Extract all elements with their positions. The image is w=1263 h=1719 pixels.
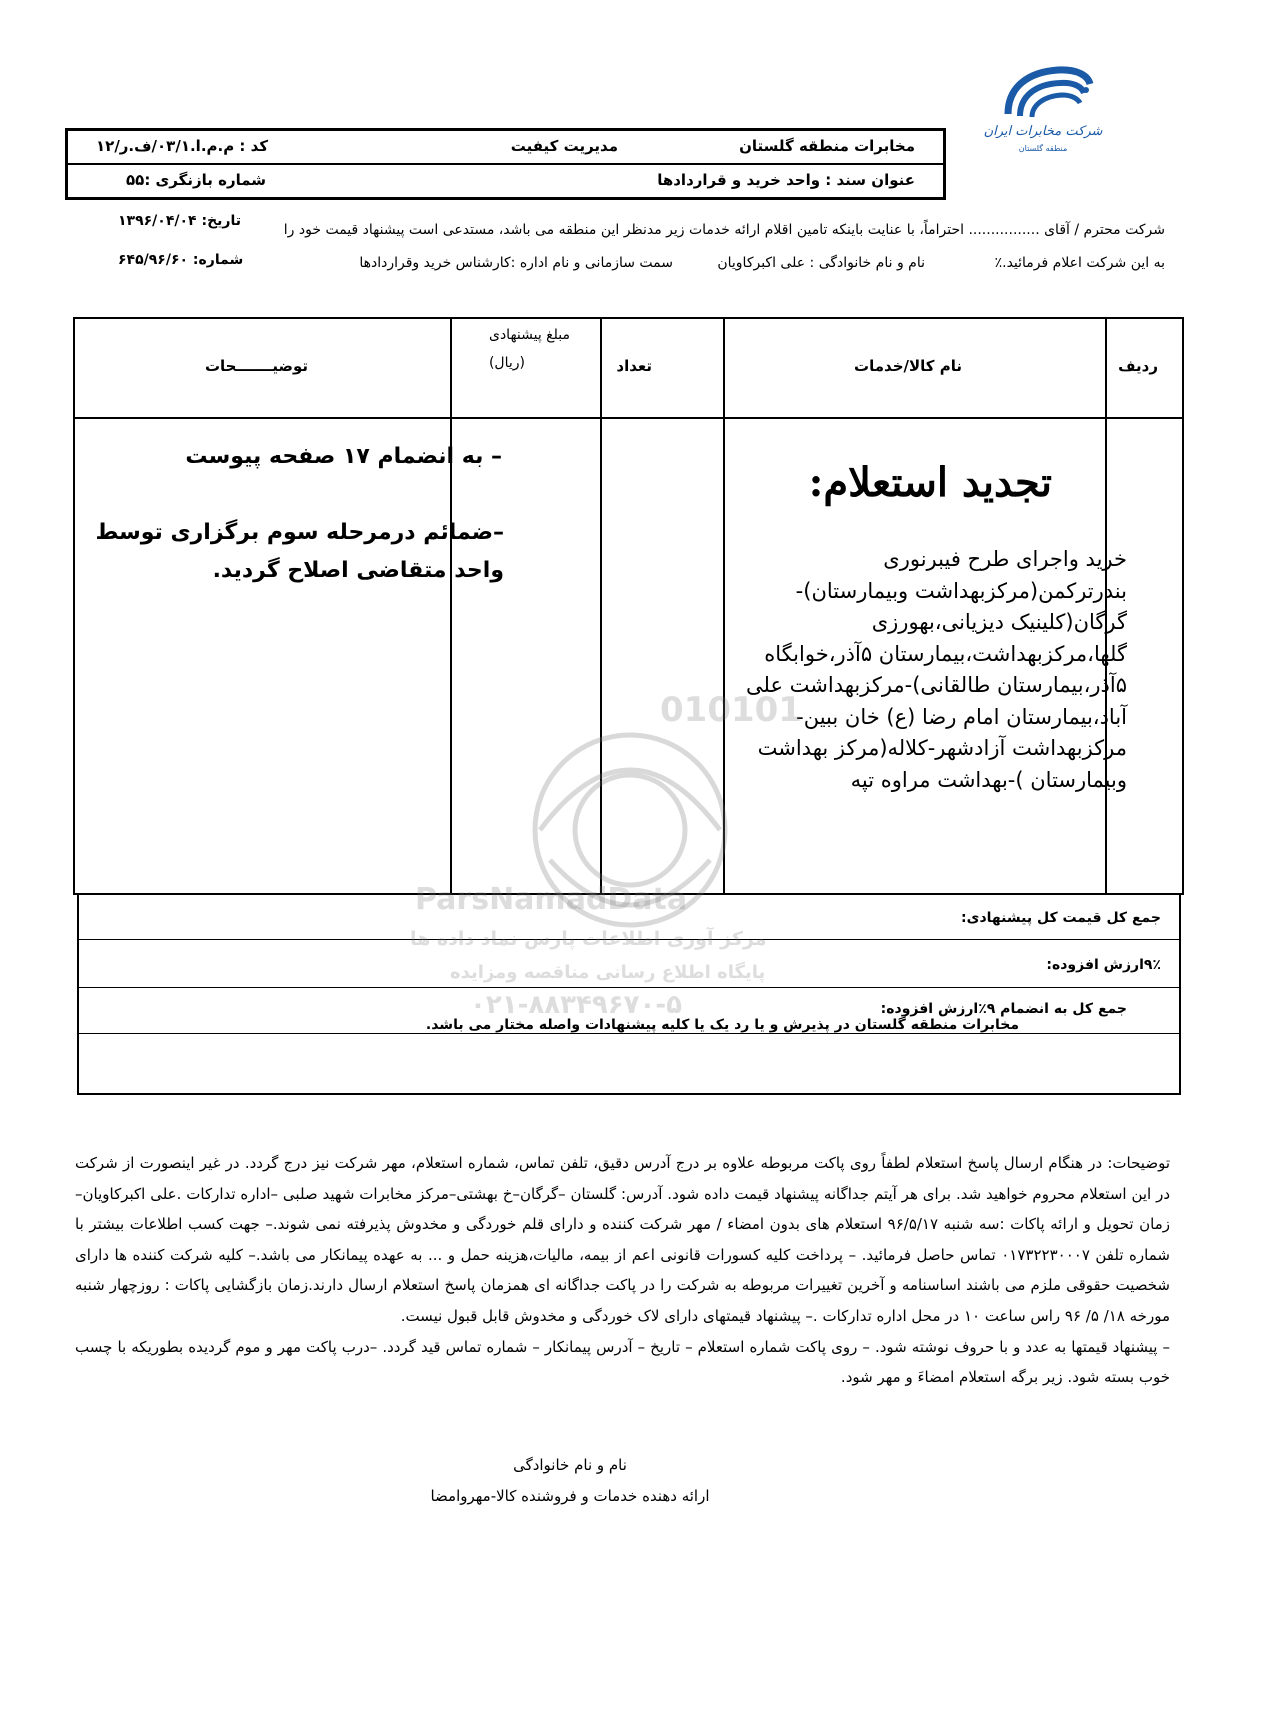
logo-emblem-icon xyxy=(968,62,1118,124)
instructions-paragraph: توضیحات: در هنگام ارسال پاسخ استعلام لطفاً روی پاکت مربوطه علاوه بر درج آدرس دقیق، تلفن تماس، شماره استعلام، مهر شرکت نیز درج گردد. در غیر اینصورت از شرکت در این استعلام محروم خواهید شد. برای هر آیتم جداگانه پیشنهاد قیمت داده شود. آدرس: گلستان –گرگان–خ بهشتی–مرکز مخابرات شهید صلبی –اداره تدارکات .علی اکبرکاویان–زمان تحویل و ارائه پاکات :سه شنبه ۹۶/۵/۱۷ استعلام های بدون امضاء / مهر شرکت کننده و دارای قلم خوردگی و مخدوش پذیرفته نمی شوند.– جهت کسب اطلاعات بیشتر با شماره تلفن ۰۱۷۳۲۲۳۰۰۰۷ تماس حاصل فرمائید. – پرداخت کلیه کسورات قانونی اعم از بیمه، مالیات،هزینه حمل و ... به عهده پیمانکار می باشد.– کلیه شرکت کننده ها دارای شخصیت حقوقی ملزم می باشند اساسنامه و آخرین تغییرات مربوطه به شرکت را در پاکت جداگانه ای همزمان پاسخ استعلام ارسال دارند.زمان بازگشایی پاکات : روزچهار شنبه مورخه ۱۸/ ۵/ ۹۶ راس ساعت ۱۰ در محل اداره تدارکات .– پیشنهاد قیمتهای دارای لاک خوردگی و مخدوش قابل قبول نیست. xyxy=(75,1154,1170,1325)
intro-line-2: به این شرکت اعلام فرمائید.٪ xyxy=(994,255,1165,271)
logo-name: شرکت مخابرات ایران xyxy=(983,124,1103,139)
contact-name: نام و نام خانوادگی : علی اکبرکاویان xyxy=(717,255,925,271)
attachment-note: – به انضمام ۱۷ صفحه پیوست xyxy=(185,444,502,469)
watermark-portal: پایگاه اطلاع رسانی مناقصه ومزایده xyxy=(450,962,766,983)
watermark-brand: ParsNamadData xyxy=(415,882,688,917)
department: مدیریت کیفیت xyxy=(510,137,618,155)
header-price-unit: (ریال) xyxy=(488,355,525,371)
vat-label: ۹٪ارزش افزوده: xyxy=(1046,957,1161,973)
document-header xyxy=(65,128,946,200)
amendment-note: –ضمائم درمرحله سوم برگزاری توسط واحد متقاضی اصلاح گردید. xyxy=(95,520,504,583)
item-description: خرید واجرای طرح فیبرنوری بندرترکمن(مرکزبهداشت وبیمارستان)-گرگان(کلینیک دیزیانی،بهورزی گلها،مرکزبهداشت،بیمارستان ۵آذر،خوابگاه ۵آذر،بیمارستان طالقانی)-مرکزبهداشت علی آباد،بیمارستان امام رضا (ع) خان ببین-مرکزبهداشت آزادشهر-کلاله(مرکز بهداشت وبیمارستان )-بهداشت مراوه تپه xyxy=(745,547,1127,792)
header-row-number: ردیف xyxy=(1118,357,1158,375)
form-code: کد : م.م.ا.۰۳/۱/ف.ر/۱۲ xyxy=(96,137,269,155)
disclaimer: مخابرات منطقه گلستان در پذیرش و یا رد یک یا کلیه پیشنهادات واصله مختار می باشد. xyxy=(425,1017,1019,1033)
totals-section xyxy=(77,895,1181,1095)
header-description: توضیـــــــحات xyxy=(204,357,308,375)
logo-subtitle: منطقه گلستان xyxy=(1018,144,1068,153)
revision-number: شماره بازنگری :۵۵ xyxy=(126,171,267,189)
intro-line: شرکت محترم / آقای ................ احتراماً، با عنایت باینکه تامین اقلام ارائه خدمات زیر مدنظر این منطقه می باشد، مستدعی است پیشنهاد قیمت خود را xyxy=(283,222,1165,238)
date-label: تاریخ: ۱۳۹۶/۰۴/۰۴ xyxy=(118,213,241,229)
contact-position: سمت سازمانی و نام اداره :کارشناس خرید وقراردادها xyxy=(359,255,673,271)
instructions-paragraph-2: – پیشنهاد قیمتها به عدد و با حروف نوشته شود. – روی پاکت شماره استعلام – تاریخ – آدرس پیمانکار – شماره تماس قید گردد. –درب پاکت مهر و موم گردیده بطوریکه با چسب خوب بسته شود. زیر برگه استعلام امضاءَ و مهر شود. xyxy=(75,1337,1170,1387)
header-quantity: تعداد xyxy=(616,357,652,375)
signature-seal-label: ارائه دهنده خدمات و فروشنده کالا-مهروامضا xyxy=(430,1487,710,1505)
document-title: عنوان سند : واحد خرید و قراردادها xyxy=(657,171,915,189)
renewal-title: تجدید استعلام: xyxy=(808,459,1052,506)
signature-name-label: نام و نام خانوادگی xyxy=(513,1456,627,1474)
watermark-phone: ۰۲۱-۸۸۳۴۹۶۷۰-۵ xyxy=(470,990,683,1020)
company-logo xyxy=(968,62,1118,172)
number-label: شماره: ۶۴۵/۹۶/۶۰ xyxy=(118,252,244,268)
signature-block xyxy=(380,1450,760,1512)
header-price: مبلغ پیشنهادی xyxy=(488,327,570,343)
total-price-label: جمع کل قیمت کل پیشنهادی: xyxy=(961,910,1161,926)
org-name: مخابرات منطقه گلستان xyxy=(739,137,915,155)
instructions xyxy=(75,1148,1170,1393)
header-item: نام کالا/خدمات xyxy=(854,357,962,375)
watermark-digits: 010101 xyxy=(660,690,802,730)
items-table xyxy=(73,317,1184,895)
watermark-center: مرکز آوری اطلاعات پارس نماد داده ها xyxy=(410,928,767,950)
total-with-vat-label: جمع کل به انضمام ۹٪ارزش افزوده: xyxy=(880,1001,1127,1017)
